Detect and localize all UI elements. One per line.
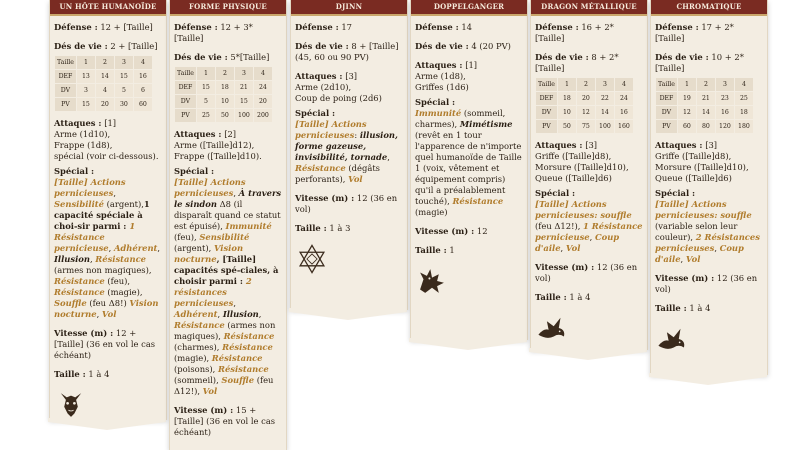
special-text: Coup d'aile [535,232,620,253]
special-text: (sommeil, charmes), [415,108,506,129]
speed-row: Vitesse (m) : 12 (36 en vol) [295,193,398,214]
special-section: Spécial : [Taille] Actions pernicieuses, À travers le sindon Δ8 (il disparaît quand ce statut est épuisé), Immunité (feu), Sensibilité (argent), Vision nocturne, [Taille] capacités spé-ciales, à choisir parmi : 2 résistances pernicieuses, Adhérent, Illusion, Résistance (armes non magiques), Résistance (charmes), Résistance (magie), Résistance (poisons), Résistance (sommeil), Souffle (feu Δ12!), Vol [174,166,282,396]
stat-cell: 2 [95,56,114,70]
stat-cell: 2 [215,67,234,81]
size-stat-table [174,66,273,123]
bestiary-card-6 [650,0,768,375]
stat-cell: 12 [576,106,595,120]
stat-cell: 60 [677,120,696,134]
stat-cell: 14 [95,70,114,84]
stat-cell: 100 [595,120,614,134]
special-text: [Taille] Actions pernicieuses: souffle [535,199,632,220]
special-text: Résistance [452,196,504,206]
special-section: Spécial : [Taille] Actions pernicieuses: illusion, forme gazeuse, invisibilité, tornade, Résistance (dégâts perforants), Vol [295,108,398,184]
special-text: (variable selon leur couleur), [655,221,738,242]
attack-line: Queue ([Taille]d6) [535,173,612,183]
stat-cell: 15 [114,70,133,84]
special-text: Résistance [54,287,105,297]
stat-cell: 4 [734,78,753,92]
special-text: Résistance [95,254,146,264]
stat-cell: 3 [234,67,253,81]
bestiary-card-5 [530,0,648,350]
card-title: FORME PHYSIQUE [170,0,286,16]
special-text: (feu), [174,232,200,242]
attack-line: Morsure ([Taille]d10), [535,162,629,172]
attack-line: Arme (1d8), [415,71,466,81]
size-row: Taille : 1 à 3 [295,223,351,233]
bestiary-card-2 [169,0,287,450]
stat-cell: 24 [253,81,272,95]
special-text: Sensibilité [54,199,104,209]
stat-cell: 3 [114,56,133,70]
special-text: 2 Résistances pernicieuses [655,232,760,253]
stat-cell: 16 [715,106,734,120]
stat-cell: 80 [696,120,715,134]
stat-cell: DV [55,84,77,98]
stat-cell: 10 [557,106,576,120]
stat-cell: 75 [576,120,595,134]
speed-row: Vitesse (m) : 15 + [Taille] (36 en vol le cas échéant) [174,405,276,437]
stat-cell: 14 [595,106,614,120]
size-row: Taille : 1 à 4 [54,369,110,379]
hexagram-icon [295,242,329,276]
attacks-section: Attaques : [3] Griffe ([Taille]d8), Morsure ([Taille]d10), Queue ([Taille]d6) [535,140,643,184]
special-text: Vol [348,174,363,184]
special-text: , [589,232,595,242]
special-text: (armes non magiques), [174,320,276,341]
card-bottom-point [289,308,407,320]
stat-cell: 24 [614,92,633,106]
stat-cell: DV [536,106,558,120]
hit-dice-row: Dés de vie : 5*[Taille] [174,52,270,62]
special-text: Résistance [223,331,275,341]
size-row: Taille : 1 à 4 [655,303,711,313]
special-text: (feu Δ12!), [535,221,584,231]
stat-cell: 100 [234,109,253,123]
special-text: , [108,243,114,253]
special-text: Illusion [222,309,259,319]
attack-line: Arme (2d10), [295,82,352,92]
special-text: Coup d'aile [655,243,744,264]
stat-cell: 25 [734,92,753,106]
special-text: , [233,188,239,198]
speed-row: Vitesse (m) : 12 (36 en vol) [655,273,758,294]
special-text: , [714,243,720,253]
stat-cell: 15 [196,81,215,95]
size-row: Taille : 1 à 4 [535,292,591,302]
special-text: , [157,243,161,253]
bestiary-card-4 [410,0,528,340]
stat-cell: 15 [76,98,95,112]
special-text: 2 résistances pernicieuses [174,276,252,308]
stat-cell: 18 [734,106,753,120]
special-text: (argent), [103,199,144,209]
special-text: , [258,309,262,319]
speed-row: Vitesse (m) : 12 [415,226,488,236]
stat-cell: 2 [696,78,715,92]
bestiary-card-3 [290,0,408,310]
stat-cell: 200 [253,109,272,123]
stat-cell: 6 [133,84,152,98]
special-text: (poisons), [174,364,218,374]
special-text: Mimétisme [459,119,513,129]
special-text: Résistance [295,163,346,173]
stat-cell: 16 [133,70,152,84]
special-text: , [Taille] capacités spé-ciales, à choisir parmi : [174,254,279,286]
stat-cell: 4 [95,84,114,98]
attack-line: Frappe ([Taille]d10). [174,151,262,161]
size-stat-table [655,77,754,134]
special-text: Résistance [222,342,273,352]
attacks-section: Attaques : [2] Arme ([Taille]d12), Frappe ([Taille]d10). [174,129,282,162]
attack-line: spécial (voir ci-dessous). [54,151,159,161]
special-text: , [89,254,96,264]
stat-cell: 4 [133,56,152,70]
stat-cell: 30 [114,98,133,112]
special-text: Résistance [217,364,269,374]
attack-line: Coup de poing (2d6) [295,93,382,103]
stat-cell: 10 [215,95,234,109]
size-stat-table [535,77,634,134]
special-text: illusion, forme gazeuse, invisibilité, tornade [295,130,398,162]
special-text: , [680,254,686,264]
special-text: Illusion [54,254,90,264]
card-bottom-point [48,418,166,430]
card-title: DJINN [291,0,407,16]
special-text: Immunité [225,221,272,231]
stat-cell: 3 [595,78,614,92]
attack-line: Queue ([Taille]d6) [655,173,732,183]
special-text: Adhérent [113,243,158,253]
attack-line: Arme ([Taille]d12), [174,140,255,150]
special-text: , [96,309,102,319]
stat-cell: 21 [696,92,715,106]
special-text: 1 Résistance pernicieuse [54,221,136,253]
special-text: Adhérent [174,309,218,319]
special-text: Souffle [221,375,255,385]
special-text: , [113,188,116,198]
stat-cell: 12 [677,106,696,120]
stat-cell: 160 [614,120,633,134]
special-text: À travers le sindon [174,188,282,209]
speed-row: Vitesse (m) : 12 (36 en vol) [535,262,638,283]
card-title: UN HÔTE HUMANOÏDE [50,0,166,16]
special-text: Vision nocturne [54,298,159,319]
special-text: , [217,309,223,319]
size-row: Taille : 1 [415,245,455,255]
attack-line: Griffes (1d6) [415,82,469,92]
stat-cell: 5 [114,84,133,98]
special-section: Spécial : [Taille] Actions pernicieuses: souffle (feu Δ12!), 1 Résistance pernicieuse, Coup d'aile, Vol [535,188,643,253]
special-text: (magie) [415,207,448,217]
stat-cell: DEF [536,92,558,106]
defense-row: Défense : 16 + 2* [Taille] [535,22,614,43]
special-text: (feu Δ8!) [86,298,130,308]
stat-cell: Taille [656,78,678,92]
griffin-icon [415,264,449,298]
special-text: 1 Résistance pernicieuse [535,221,643,242]
special-text: (armes non magiques), [54,265,152,275]
stat-cell: 23 [715,92,734,106]
stat-cell: 5 [196,95,215,109]
special-text: (revêt en 1 tour l'apparence de n'importe quel humanoïde de Taille 1 (voix, vêtement et équipement compris) qu'il a préalablement touché), [415,130,522,206]
card-title: DRAGON MÉTALLIQUE [531,0,647,16]
hit-dice-row: Dés de vie : 10 + 2* [Taille] [655,52,744,73]
special-text: , [233,298,236,308]
attacks-section: Attaques : [1] Arme (1d10), Frappe (1d8), spécial (voir ci-dessous). [54,118,162,162]
stat-cell: DV [175,95,197,109]
demon-head-icon [54,388,88,422]
special-text: Vol [685,254,701,264]
stat-cell: 3 [715,78,734,92]
stat-cell: 20 [253,95,272,109]
special-text: Immunité [415,108,462,118]
stat-cell: 20 [576,92,595,106]
defense-row: Défense : 14 [415,22,473,32]
defense-row: Défense : 17 + 2* [Taille] [655,22,734,43]
stat-cell: DV [656,106,678,120]
stat-cell: 4 [614,78,633,92]
special-text: (feu Δ12!), [174,375,274,396]
special-text: : [354,130,360,140]
stat-cell: 25 [196,109,215,123]
speed-row: Vitesse (m) : 12 + [Taille] (36 en vol le cas échéant) [54,328,156,360]
special-text: [Taille] Actions pernicieuses [174,177,246,198]
card-bottom-point [529,348,647,360]
special-text: Vol [565,243,581,253]
attacks-section: Attaques : [3] Griffe ([Taille]d8), Morsure ([Taille]d10), Queue ([Taille]d6) [655,140,763,184]
stat-cell: 2 [576,78,595,92]
card-bottom-point [649,373,767,385]
stat-cell: PV [55,98,77,112]
special-text: (argent), [174,243,214,253]
stat-cell: DEF [55,70,77,84]
stat-cell: 14 [696,106,715,120]
stat-cell: 50 [557,120,576,134]
hit-dice-row: Dés de vie : 8 + [Taille] (45, 60 ou 90 PV) [295,41,399,62]
stat-cell: 19 [677,92,696,106]
stat-cell: 4 [253,67,272,81]
attack-line: Arme (1d10), [54,129,111,139]
stat-cell: 3 [76,84,95,98]
stat-cell: 13 [76,70,95,84]
stat-cell: 15 [234,95,253,109]
card-title: DOPPELGANGER [411,0,527,16]
hit-dice-row: Dés de vie : 8 + 2*[Taille] [535,52,619,73]
card-bottom-point [409,338,527,350]
special-text: , [387,152,390,162]
bestiary-card-1 [49,0,167,420]
stat-cell: Taille [175,67,197,81]
dragon-icon [655,322,689,356]
special-text: Souffle [54,298,87,308]
attack-line: Frappe (1d8), [54,140,113,150]
stat-cell: 21 [234,81,253,95]
stat-cell: PV [656,120,678,134]
special-text: [Taille] Actions pernicieuses [54,177,126,198]
special-text: (dégâts perforants), [295,163,380,184]
stat-cell: 1 [677,78,696,92]
attack-line: Griffe ([Taille]d8), [655,151,732,161]
defense-row: Défense : 12 + [Taille] [54,22,153,32]
stat-cell: DEF [656,92,678,106]
hit-dice-row: Dés de vie : 2 + [Taille] [54,41,158,51]
card-title: CHROMATIQUE [651,0,767,16]
special-section: Spécial : [Taille] Actions pernicieuses: souffle (variable selon leur couleur), 2 Résistances pernicieuses, Coup d'aile, Vol [655,188,760,264]
special-section: Spécial : [Taille] Actions pernicieuses, Sensibilité (argent),1 capacité spéciale à choi-sir parmi : 1 Résistance pernicieuse, Adhérent, Illusion, Résistance (armes non magiques), Résistance (feu), Résistance (magie), Souffle (feu Δ8!) Vision nocturne, Vol [54,166,161,319]
special-text: (magie), [174,353,212,363]
stat-cell: 18 [557,92,576,106]
attacks-section: Attaques : [1] Arme (1d8), Griffes (1d6) [415,60,523,93]
stat-cell: DEF [175,81,197,95]
defense-row: Défense : 17 [295,22,353,32]
special-text: 1 capacité spéciale à choi-sir parmi : [54,199,150,231]
attack-line: Morsure ([Taille]d10), [655,162,749,172]
special-text: [Taille] Actions pernicieuses: souffle [655,199,752,220]
stat-cell: 16 [614,106,633,120]
stat-cell: 18 [215,81,234,95]
special-text: Vol [101,309,117,319]
special-text: Résistance [211,353,263,363]
special-text: [Taille] Actions pernicieuses [295,119,367,140]
defense-row: Défense : 12 + 3*[Taille] [174,22,253,43]
special-text: (charmes), [174,342,223,352]
special-text: Vol [202,386,218,396]
special-text: (sommeil), [174,375,222,385]
size-stat-table [54,55,153,112]
stat-cell: PV [536,120,558,134]
special-text: Résistance [54,276,105,286]
attack-line: Griffe ([Taille]d8), [535,151,612,161]
stat-cell: 22 [595,92,614,106]
special-text: (feu), [104,276,131,286]
special-text: (magie), [104,287,143,297]
stat-cell: 1 [196,67,215,81]
special-text: Δ8 (il disparaît quand ce statut est épuisé), [174,199,281,231]
attacks-section: Attaques : [3] Arme (2d10), Coup de poing (2d6) [295,71,403,104]
special-text: Vision nocturne [174,243,244,264]
stat-cell: 20 [95,98,114,112]
special-section: Spécial : Immunité (sommeil, charmes), Mimétisme (revêt en 1 tour l'apparence de n'importe quel humanoïde de Taille 1 (voix, vêtement et équipement compris) qu'il a préalablement touché), Résistance (magie) [415,97,522,217]
special-text: Sensibilité [199,232,250,242]
stat-cell: 60 [133,98,152,112]
hit-dice-row: Dés de vie : 4 (20 PV) [415,41,511,51]
stat-cell: 1 [76,56,95,70]
stat-cell: Taille [55,56,77,70]
stat-cell: 120 [715,120,734,134]
dragon-icon [535,311,569,345]
stat-cell: 50 [215,109,234,123]
stat-cell: Taille [536,78,558,92]
special-text: Résistance [174,320,225,330]
stat-cell: 180 [734,120,753,134]
special-text: , [560,243,566,253]
stat-cell: PV [175,109,197,123]
stat-cell: 1 [557,78,576,92]
